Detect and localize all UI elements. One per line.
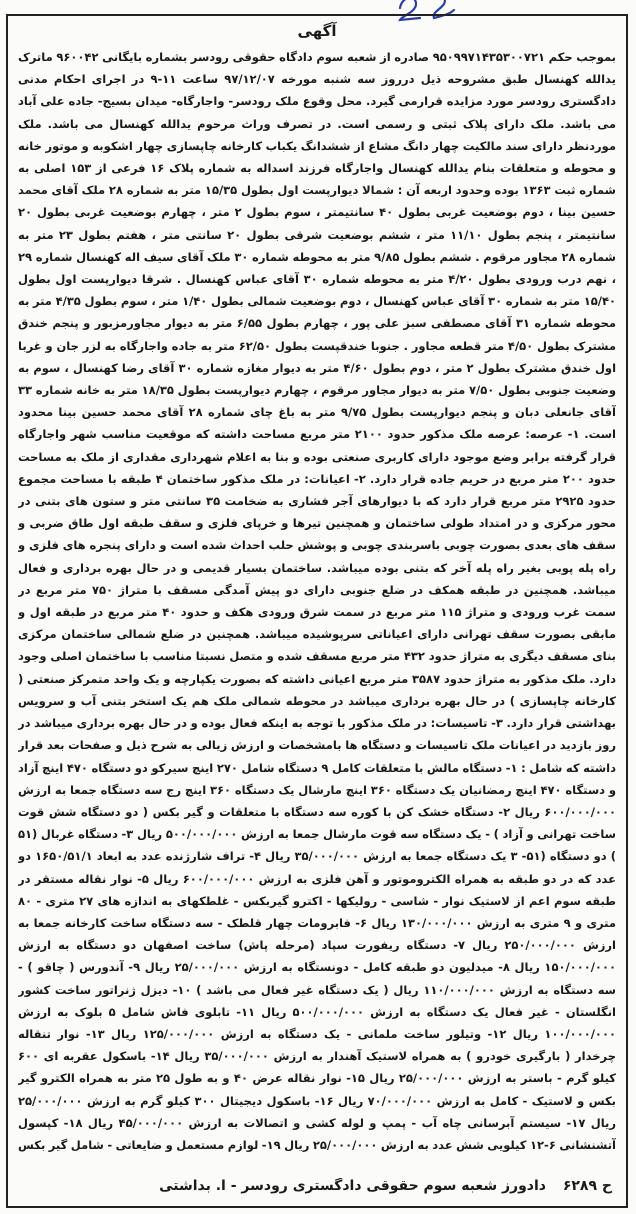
notice-body: بموجب حکم ۹۵۰۹۹۷۱۴۳۵۳۰۰۷۲۱ صادره از شعبه سوم دادگاه حقوقی رودسر بشماره بایگانی ۹۶۰۰۴۲ ماترک یدالله کهنسال طبق مشروحه ذیل درروز سه شنبه مورخه ۹۷/۱۲/۰۷ ساعت ۱۱-۹ در اجرای احکام مدنی دادگستری رودسر مورد مزایده قرارمی گیرد. محل وقوع ملک رودسر- واجارگاه- میدان بسیج- جاده علی آباد می باشد. ملک دارای پلاک ثبتی و رسمی است. در تصرف وراث مرحوم یدالله کهنسال می باشد. ملک موردنظر دارای سند مالکیت چهار دانگ مشاع از ششدانگ یکباب کارخانه چاپسازی چهار اشکوبه و موتور خانه و محوطه و متعلقات بنام یدالله کهنسال واجارگاه فرزند اسداله به شماره پلاک ۱۶ فرعی از ۱۵۳ اصلی به شماره ثبت ۱۳۶۳ بوده وحدود اربعه آن : شمالا دیوارپست اول بطول ۱۵/۳۵ متر به شماره ۲۸ ملک آقای محمد حسین بینا ، دوم بوضعیت غربی بطول ۴۰ سانتیمتر ، سوم بطول ۲ متر ، چهارم بوضعیت غربی بطول ۲۰ سانتیمتر ، پنجم بطول ۱۱/۱۰ متر ، ششم بوضعیت شرقی بطول ۲۰ سانتی متر ، هفتم بطول ۲۳ متر به شماره ۲۸ مجاور مرقوم . ششم بطول ۹/۸۵ متر به محوطه شماره ۳۰ ملک آقای سیف اله کهنسال شماره ۲۹ ، نهم درب ورودی بطول ۴/۲۰ متر به محوطه شماره ۳۰ آقای عباس کهنسال . شرقا دیوارپست اول بطول ۱۵/۴۰ متر به شماره ۳۰ آقای عباس کهنسال ، دوم بوضعیت شمالی بطول ۱/۴۰ متر ، سوم بطول ۴/۳۵ متر به محوطه شماره ۳۱ آقای مصطفی سبز علی پور ، چهارم بطول ۶/۵۵ متر به دیوار مجاورمزبور و پنجم خندق مشترک بطول ۴/۵۰ متر قطعه مجاور . جنوبا خندقپست بطول ۶۲/۵۰ متر به جاده واجارگاه به لزر جان و غربا اول خندق مشترک بطول ۲ متر ، دوم بطول ۴/۶۰ متر به دیوار مغازه شماره ۳۰ آقای رضا کهنسال ، سوم به وضعیت جنوبی بطول ۷/۵۰ متر به دیوار مجاور مرقوم ، چهارم دیوارپست بطول ۱۸/۳۵ متر به خانه شماره ۳۳ آقای جانعلی دبان و پنجم دیوارپست بطول ۹/۷۵ متر به باغ چای شماره ۲۸ آقای محمد حسین بینا محدود است. ۱- عرصه: عرصه ملک مذکور حدود ۲۱۰۰ متر مربع مساحت داشته که موقعیت مناسب شهر واجارگاه قرار گرفته برابر وضع موجود دارای کاربری صنعتی بوده و بنا به اعلام شهرداری مقداری از ملک به مساحت حدود ۲۰۰ متر مربع در حریم جاده قرار دارد. ۲- اعیانات: در ملک مذکور ساختمان ۴ طبقه با مساحت مجموع حدود ۲۹۲۵ متر مربع قرار دارد که با دیوارهای آجر فشاری به ضخامت ۳۵ سانتی متر و ستون های بتنی در محور مرکزی و در امتداد طولی ساختمان و همچنین تیرها و خرپای فلزی و سقف طبقه اول طاق ضربی و سقف های بعدی بصورت چوبی باسربندی چوبی و پوشش حلب احداث شده است و دارای پنجره های فلزی و راه پله پوبی بغیر راه پله آخر که بتنی بوده میباشد. ساختمان بسیار قدیمی و در حال بهره برداری و فعال میباشد. همچنین در طبقه همکف در ضلع جنوبی دارای دو پیش آمدگی مسقف با متراژ ۷۵۰ متر مربع در سمت غرب ورودی و متراژ ۱۱۵ متر مربع در سمت شرق ورودی هکف و حدود ۴۰ متر مربع در طبقه اول و مابقی بصورت سقف تهرانی دارای اعیاناتی سرپوشیده میباشد. همچنین در ضلع شمالی ساختمان مرکزی بنای مسقف دیگری به متراژ حدود ۴۳۲ متر مربع مسقف شده و متصل نسبتا مناسب با ساختمان اصلی وجود دارد. ملک مذکور به متراژ حدود ۳۵۸۷ متر مربع اعیانی داشته که بصورت یکپارچه و یک واحد متمرکز صنعتی ( کارخانه چاپسازی ) در حال بهره برداری میباشد در محوطه شمالی ملک هم یک استخر بتنی آب و سرویس بهداشتی قرار دارد. ۳- تاسیسات: در ملک مذکور با توجه به اینکه فعال بوده و در حال بهره برداری میباشد در روز بازدید در اعیانات ملک تاسیسات و دستگاه ها بامشخصات و ارزش زیالی به شرح ذیل و صفحات بعد قرار داشته که شامل : ۱- دستگاه مالش با متعلقات کامل ۹ دستگاه شامل ۲۷۰ اینچ سیرکو دو دستگاه ۴۷۰ اینچ آزاد و دستگاه ۴۷۰ اینچ رمضانیان یک دستگاه ۳۶۰ اینچ مارشال یک دستگاه ۳۶۰ اینچ رج سه دستگاه جمعا به ارزش ۶۰۰/۰۰۰/۰۰۰ ریال ۲- دستگاه خشک کن با کوره سه دستگاه با متعلقات و گیر بکس ( دو دستگاه شش قوت ساخت تهرانی و آزاد ) - یک دستگاه سه قوت مارشال جمعا به ارزش ۵۰۰/۰۰۰/۰۰۰ ریال ۳- دستگاه غربال (۵۱ ) دو دستگاه (۵۱- ۳ یک دستگاه جمعا به ارزش ۳۵/۰۰۰/۰۰۰ ریال ۴- تراف شارژنده عدد به ابعاد ۱۶۵۰/۵۱/۱ دو عدد که در دو طبقه به همراه الکتروموتور و آهن فلزی به ارزش ۶۰۰/۰۰۰/۰۰۰ ریال ۵- نوار نقاله مستقر در طبقه سوم اعم از لاستیک نوار - شاسی - رولیکها - اکترو گیربکس - غلطکهای به اندازه های ۲۷ متری - ۸۰ متری و ۹ متری به ارزش ۱۳۰/۰۰۰/۰۰۰ ریال ۶- فابرومات چهار قلطک - سه دستگاه ساخت کارخانه جمعا به ارزش ۲۵۰/۰۰۰/۰۰۰ ریال ۷- دستگاه ریفورت سپاد (مرحله پاش) ساخت اصفهان دو دستگاه به ارزش ۱۵۰/۰۰۰/۰۰۰ ریال ۸- میدلیون دو طبقه کامل - دونستگاه به ارزش ۲۵/۰۰۰/۰۰۰ ریال ۹- آندورس ( چاقو ) - سه دستگاه به ارزش ۱۱۰/۰۰۰/۰۰۰ ریال ( یک دستگاه غیر فعال می باشد ) ۱۰- دیزل ژنراتور ساخت کشور انگلستان - غیر فعال یک دستگاه به ارزش ۵۰۰/۰۰۰/۰۰۰ ریال ۱۱- تابلوی فاش شامل ۵ بلوک به ارزش ۱۰۰/۰۰۰/۰۰۰ ریال ۱۲- وتیلور ساخت ملمانی - یک دستگاه به ارزش ۱۲۵/۰۰۰/۰۰۰ ریال ۱۳- نوار تنقاله چرخدار ( بارگیری خودرو ) به همراه لاستیک آهندار به ارزش ۳۵/۰۰۰/۰۰۰ ریال ۱۴- باسکول عقربه ای ۶۰۰ کیلو گرم - باستر به ارزش ۲۵/۰۰۰/۰۰۰ ریال ۱۵- نوار نقاله عرض ۴۰ و به طول ۲۵ متر به همراه الکترو گیر بکس و لاستیک - کامل به ارزش ۷۰/۰۰۰/۰۰۰ ریال ۱۶- باسکول دیجیتال ۳۰۰ کیلو گرم به ارزش ۲۵/۰۰۰/۰۰۰ ریال ۱۷- سیستم آبرسانی چاه آب - پمپ و لوله کشی و اتصالات به ارزش ۴۵/۰۰۰/۰۰۰ ریال ۱۸- کپسول آتشنشانی ۶-۱۲ کیلویی شش عدد به ارزش ۲۵/۰۰۰/۰۰۰ ریال ۱۹- لوازم مستعمل و ضایعاتی - شامل گیر بکس [18,50,616,1152]
notice-title: آگهی [297,22,337,40]
footer-signature: دادورز شعبه سوم حقوقی دادگستری رودسر - ا. بداشتی [159,1178,546,1194]
notice-border [6,14,628,1208]
footer-code: ح ۶۲۸۹ [562,1178,612,1194]
footer-separator [546,1178,558,1194]
notice-footer [22,1178,612,1194]
